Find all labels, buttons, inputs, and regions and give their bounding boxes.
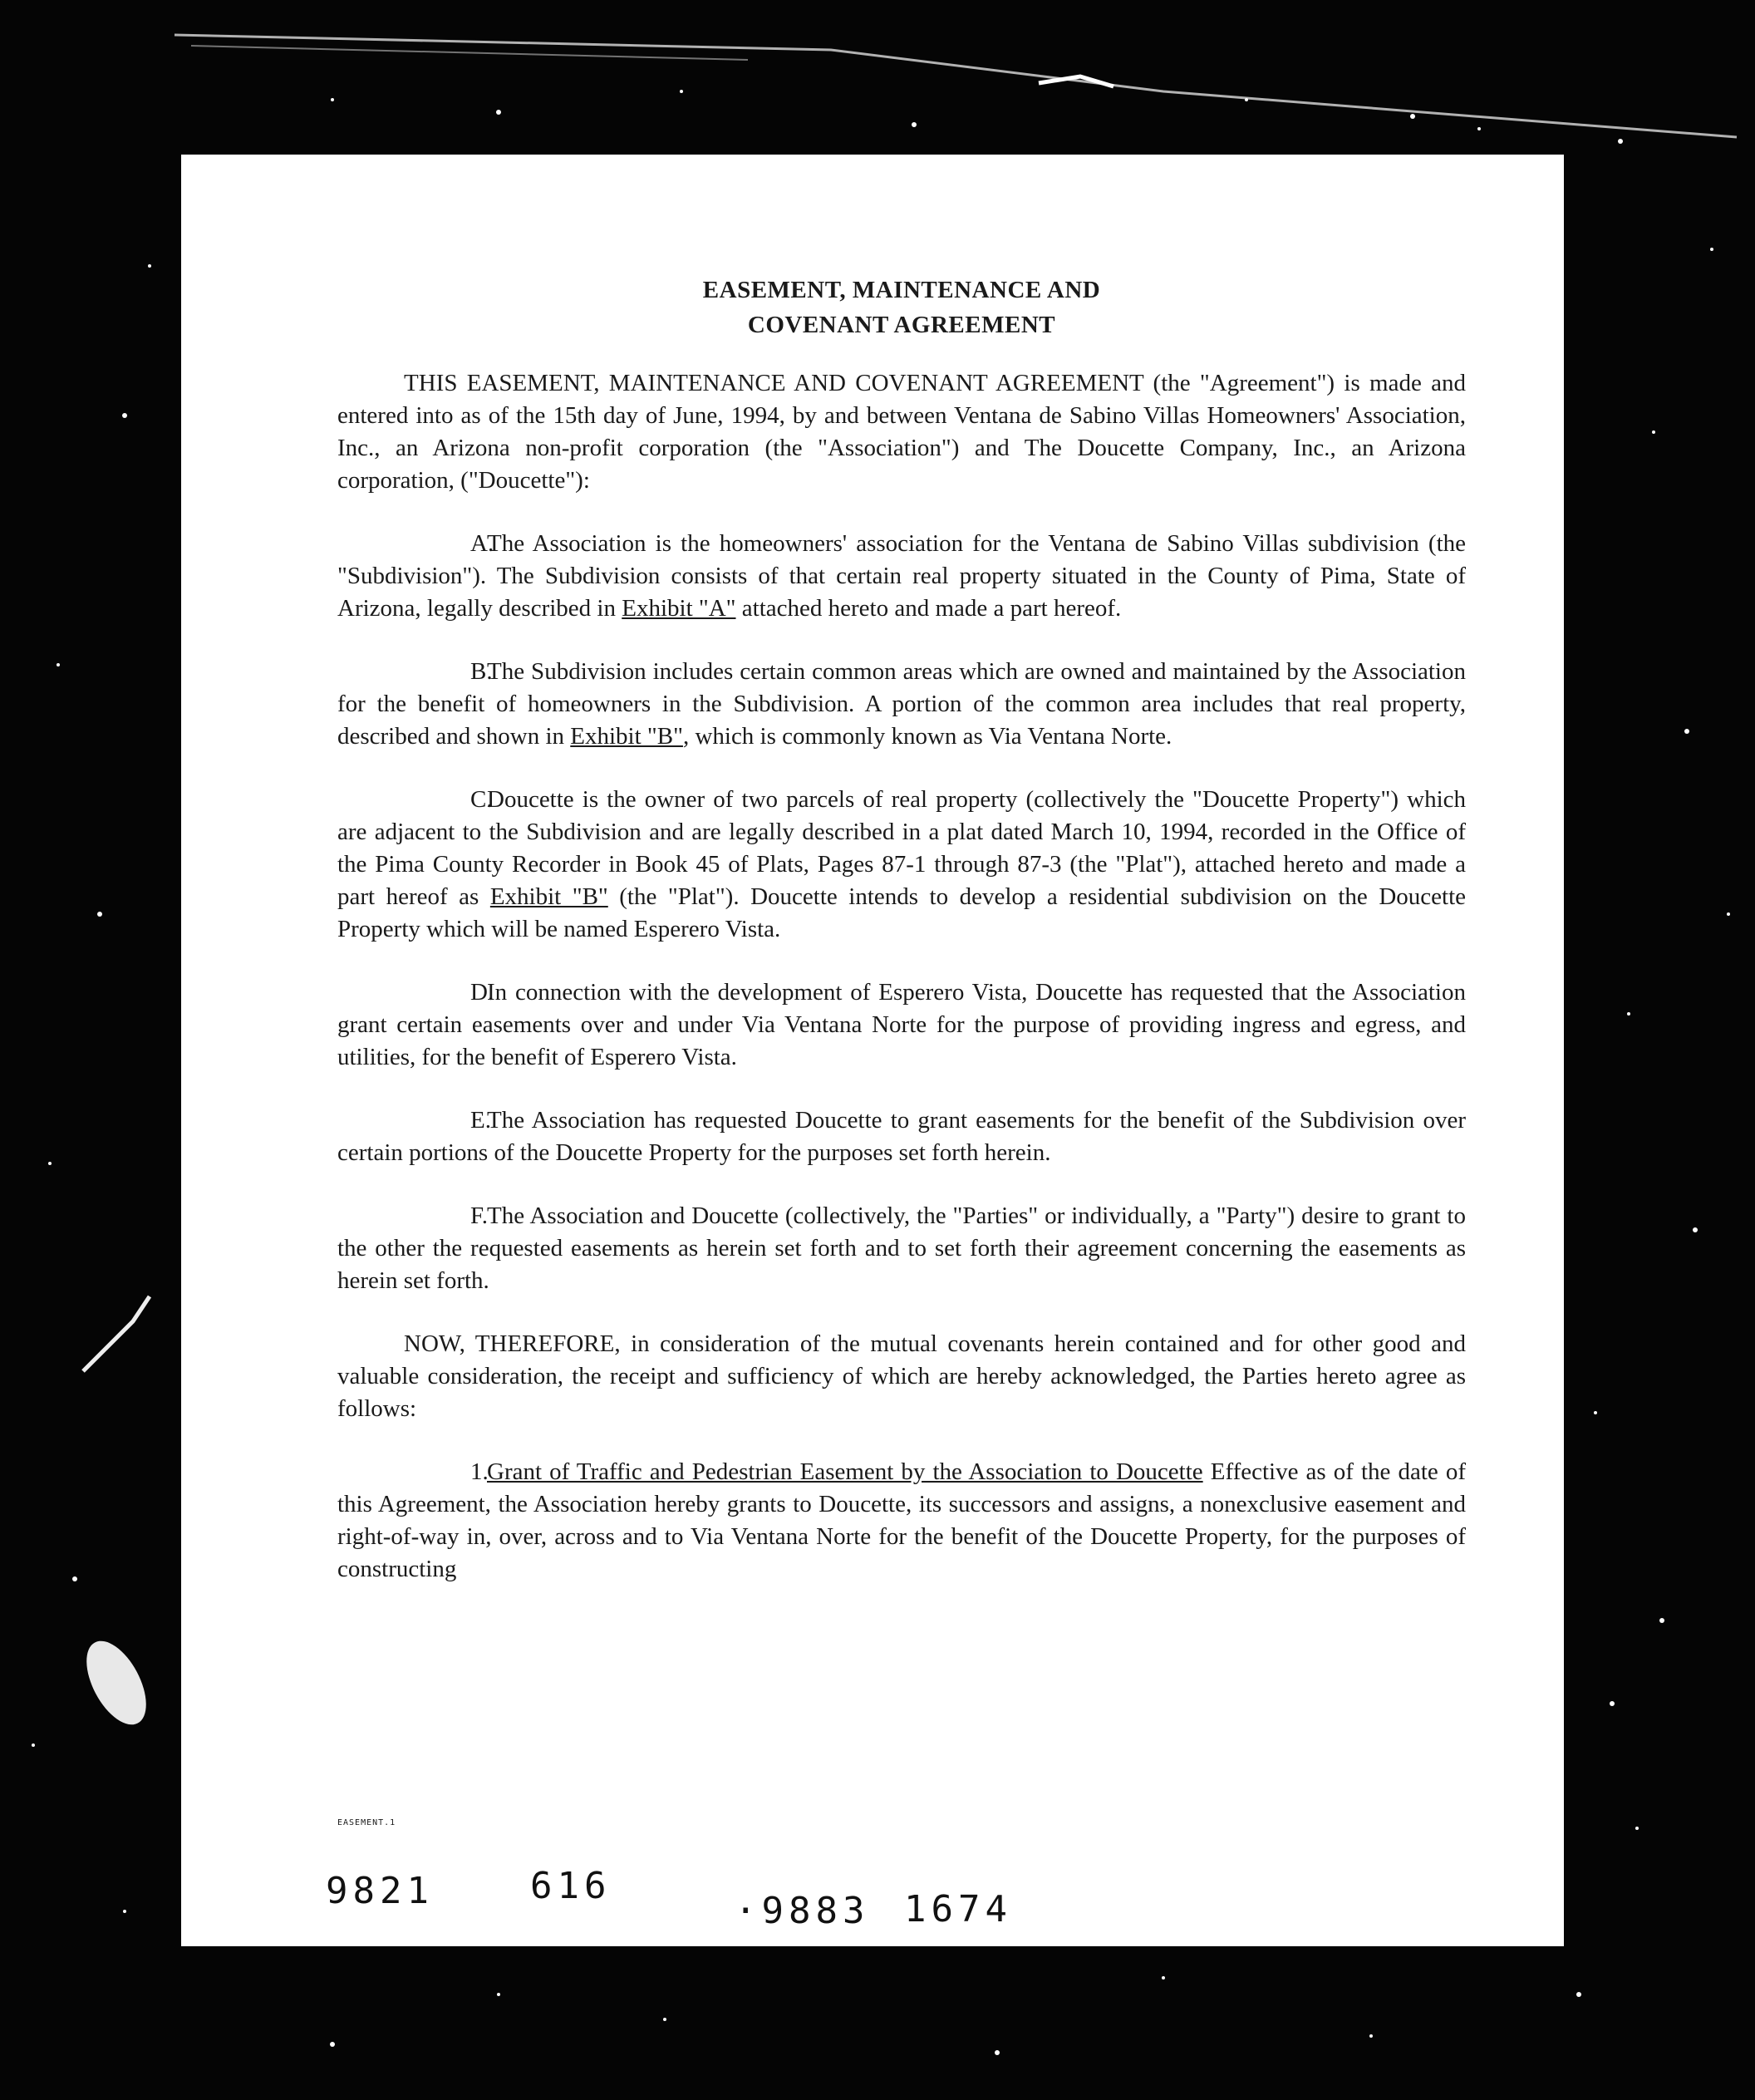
therefore-paragraph: NOW, THEREFORE, in consideration of the mutual covenants herein contained and for other good and valuable consideration, the receipt and sufficiency of which are hereby acknowledged, the Parties hereto agree as follows: — [337, 1330, 1466, 1422]
title-line-2: COVENANT AGREEMENT — [747, 312, 1056, 338]
recording-number-1: 9821 — [326, 1870, 434, 1912]
recital-a — [337, 528, 1466, 625]
recital-text: The Association has requested Doucette to grant easements for the benefit of the Subdivision over certain portions of the Doucette Property for the purposes set forth herein. — [337, 1107, 1466, 1166]
recital-b — [337, 656, 1466, 753]
recital-label: A. — [470, 530, 494, 557]
recital-label: D. — [470, 979, 494, 1006]
recital-label: F. — [470, 1202, 489, 1229]
recital-text: The Subdivision includes certain common areas which are owned and maintained by the Association for the benefit of homeowners in the Subdivision. A portion of the common area includes that real property, described and shown in — [337, 658, 1466, 750]
intro-paragraph: THIS EASEMENT, MAINTENANCE AND COVENANT AGREEMENT (the "Agreement") is made and entered into as of the 15th day of June, 1994, by and between Ventana de Sabino Villas Homeowners' Association, Inc., an Arizona non-profit corporation (the "Association") and The Doucette Company, Inc., an Arizona corporation, ("Doucette"): — [337, 370, 1466, 494]
recital-text: The Association and Doucette (collectively, the "Parties" or individually, a "Party") desire to grant to the other the requested easements as herein set forth and to set forth their agreement concerning the easements as herein set forth. — [337, 1202, 1466, 1294]
recital-f — [337, 1200, 1466, 1297]
recital-label: E. — [470, 1107, 491, 1134]
recital-text: The Association is the homeowners' association for the Ventana de Sabino Villas subdivision (the "Subdivision"). The Subdivision consists of that certain real property situated in the County of Pima, State of Arizona, legally described in — [337, 530, 1466, 622]
section-heading: Grant of Traffic and Pedestrian Easement by the Association to Doucette — [487, 1458, 1203, 1485]
recording-number-4: 1674 — [904, 1888, 1012, 1930]
file-reference: EASEMENT.1 — [337, 1818, 396, 1827]
section-1 — [337, 1456, 1466, 1586]
section-body: Effective as of the date of this Agreement, the Association hereby grants to Doucette, its successors and assigns, a nonexclusive easement and right-of-way in, over, across and to Via Ventana Norte for the benefit of the Doucette Property, for the purposes of constructing — [337, 1458, 1467, 1582]
document-title — [337, 273, 1466, 342]
exhibit-reference: Exhibit "A" — [622, 595, 736, 622]
recital-text-end: , which is commonly known as Via Ventana Norte. — [682, 723, 1172, 750]
recital-text: Doucette is the owner of two parcels of real property (collectively the "Doucette Property") which are adjacent to the Subdivision and are legally described in a plat dated March 10, 1994, recorded in the Office of the Pima County Recorder in Book 45 of Plats, Pages 87-1 through 87-3 (the "Plat"), attached hereto and made a part hereof as — [337, 786, 1466, 910]
recording-number-2: 616 — [530, 1865, 612, 1907]
section-number: 1. — [470, 1458, 489, 1485]
exhibit-reference: Exhibit "B" — [489, 883, 608, 910]
recital-text-end: (the "Plat"). Doucette intends to develop a residential subdivision on the Doucette Property which will be named Esperero Vista. — [337, 883, 1466, 942]
recital-label: C. — [470, 786, 493, 813]
recital-text: In connection with the development of Esperero Vista, Doucette has requested that the Association grant certain easements over and under Via Ventana Norte for the purpose of providing ingress and egress, and utilities, for the benefit of Esperero Vista. — [337, 979, 1466, 1070]
recital-e — [337, 1104, 1466, 1169]
recital-c — [337, 784, 1466, 946]
recital-d — [337, 976, 1466, 1074]
exhibit-reference: Exhibit "B" — [570, 723, 683, 750]
recording-number-3: ·9883 — [735, 1890, 870, 1932]
recital-label: B. — [470, 658, 493, 685]
recital-text-end: attached hereto and made a part hereof. — [735, 595, 1122, 622]
document-page — [181, 155, 1564, 1946]
title-line-1: EASEMENT, MAINTENANCE AND — [702, 277, 1101, 303]
